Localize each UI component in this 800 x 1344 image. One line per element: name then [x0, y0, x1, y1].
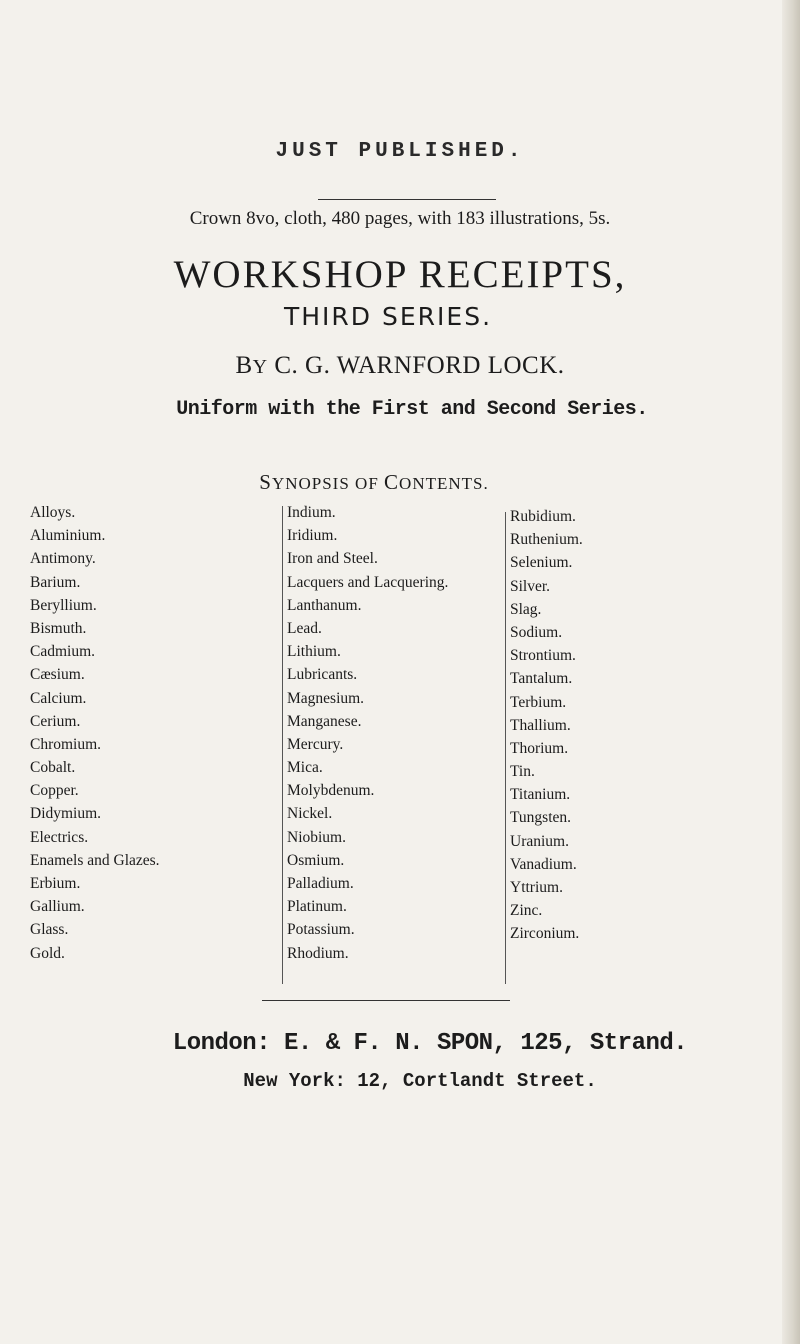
book-title: WORKSHOP RECEIPTS, [173, 253, 627, 296]
contents-entry: Manganese. [287, 712, 362, 730]
contents-entry: Lubricants. [287, 666, 358, 684]
contents-entry: Enamels and Glazes. [30, 851, 160, 869]
contents-entry: Osmium. [287, 851, 345, 869]
contents-entry: Strontium. [510, 647, 576, 665]
contents-column-3 [510, 505, 583, 946]
contents-entry: Indium. [287, 504, 336, 521]
edition-details: Crown 8vo, cloth, 480 pages, with 183 illustrations, 5s. [189, 208, 611, 229]
contents-entry: Chromium. [30, 735, 102, 753]
author-line [0, 352, 800, 380]
synopsis-heading-word [384, 470, 489, 494]
heading-rest: OF [355, 474, 379, 493]
contents-entry: Vanadium. [510, 855, 577, 873]
contents-entry: Aluminium. [30, 527, 106, 545]
contents-entry: Zinc. [510, 902, 543, 920]
author-prefix-rest: Y [252, 356, 268, 378]
series-label: THIRD SERIES. [283, 302, 493, 331]
contents-entry: Tantalum. [510, 670, 573, 688]
contents-entry: Selenium. [510, 554, 573, 572]
contents-entry: Magnesium. [287, 689, 365, 707]
contents-entry: Lithium. [287, 643, 341, 661]
contents-entry: Titanium. [510, 786, 571, 804]
contents-entry: Uranium. [510, 832, 569, 850]
contents-entry: Tungsten. [510, 809, 572, 827]
contents-entry: Erbium. [30, 875, 81, 892]
contents-entry: Thallium. [510, 716, 571, 734]
contents-entry: Palladium. [287, 875, 354, 892]
contents-entry: Copper. [30, 782, 79, 800]
contents-entry: Gold. [30, 944, 65, 962]
contents-entry: Molybdenum. [287, 782, 375, 800]
contents-entry: Zirconium. [510, 925, 580, 943]
synopsis-heading [0, 470, 774, 495]
contents-entry: Antimony. [30, 550, 96, 568]
announcement-heading: JUST PUBLISHED. [275, 140, 525, 163]
uniform-note: Uniform with the First and Second Series. [176, 398, 648, 421]
contents-entry: Sodium. [510, 623, 563, 641]
contents-entry: Mica. [287, 759, 323, 777]
contents-entry: Yttrium. [510, 879, 563, 896]
contents-entry: Alloys. [30, 504, 76, 521]
contents-entry: Electrics. [30, 828, 89, 846]
synopsis-heading-word [259, 470, 350, 494]
publisher-imprint: London: E. & F. N. SPON, 125, Strand. [172, 1030, 688, 1057]
contents-entry: Bismuth. [30, 619, 87, 637]
synopsis-heading-word [355, 474, 379, 493]
contents-entry: Lanthanum. [287, 596, 362, 614]
contents-entry: Cadmium. [30, 643, 96, 661]
contents-entry: Gallium. [30, 898, 85, 916]
contents-entry: Thorium. [510, 739, 569, 757]
contents-entry: Niobium. [287, 828, 346, 846]
contents-entry: Lacquers and Lacquering. [287, 573, 449, 591]
contents-entry: Lead. [287, 619, 322, 637]
contents-entry: Potassium. [287, 921, 355, 939]
contents-entry: Slag. [510, 600, 542, 618]
contents-entry: Cerium. [30, 712, 81, 730]
contents-entry: Mercury. [287, 735, 344, 753]
contents-entry: Platinum. [287, 898, 347, 916]
contents-entry: Iridium. [287, 527, 338, 545]
contents-entry: Rubidium. [510, 508, 576, 525]
contents-entry: Calcium. [30, 689, 87, 707]
contents-column-1 [30, 501, 160, 965]
contents-entry: Iron and Steel. [287, 550, 378, 568]
heading-rest: ONTENTS. [399, 474, 489, 493]
contents-entry: Ruthenium. [510, 531, 583, 549]
contents-entry: Beryllium. [30, 596, 97, 614]
heading-rest: YNOPSIS [271, 474, 350, 493]
contents-entry: Tin. [510, 763, 535, 781]
contents-entry: Glass. [30, 921, 69, 939]
contents-entry: Didymium. [30, 805, 102, 823]
contents-entry: Rhodium. [287, 944, 349, 962]
author-prefix-initial: B [235, 352, 253, 379]
page-edge-shadow [782, 0, 800, 1344]
top-divider [318, 199, 496, 200]
contents-entry: Barium. [30, 573, 81, 591]
contents-entry: Silver. [510, 577, 551, 595]
contents-entry: Cæsium. [30, 666, 85, 684]
new-york-address: New York: 12, Cortlandt Street. [243, 1070, 597, 1092]
bottom-divider [262, 1000, 510, 1001]
contents-entry: Nickel. [287, 805, 333, 823]
column-divider-1 [282, 506, 283, 984]
heading-initial: C [384, 470, 400, 494]
contents-entry: Cobalt. [30, 759, 76, 777]
contents-column-2 [287, 501, 448, 965]
heading-initial: S [259, 470, 272, 494]
author-name: C. G. WARNFORD LOCK. [274, 352, 565, 379]
contents-entry: Terbium. [510, 693, 567, 711]
column-divider-2 [505, 512, 506, 984]
